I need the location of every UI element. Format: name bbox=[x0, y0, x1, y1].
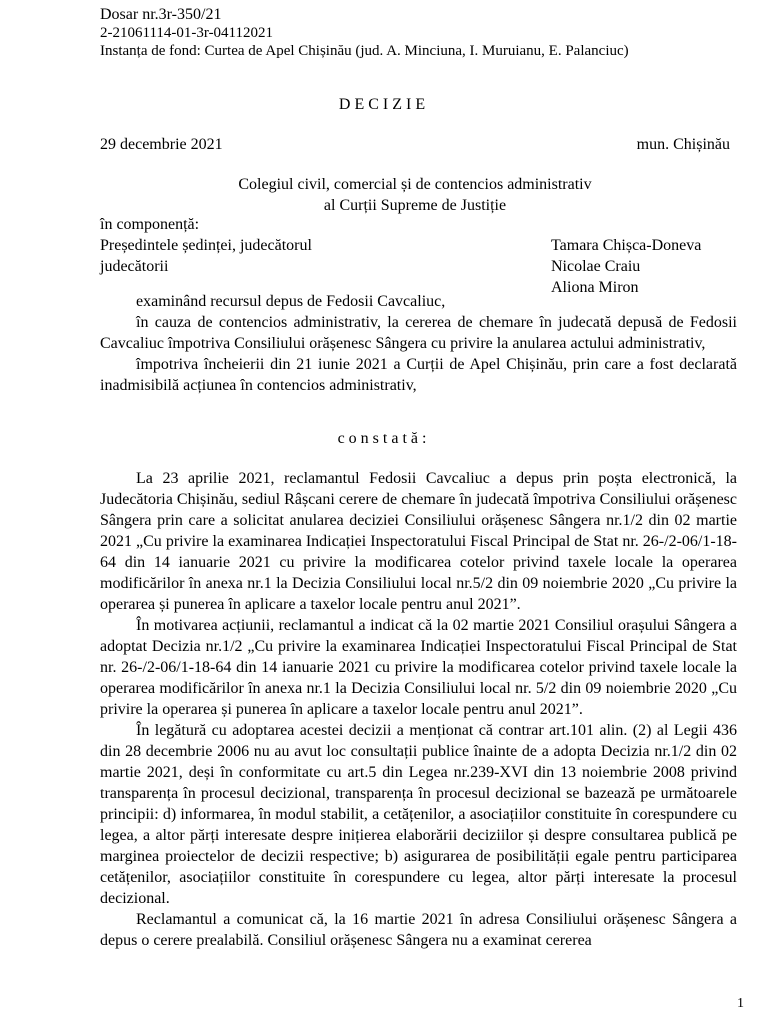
intro-paragraph: în cauza de contencios administrativ, la cererea de chemare în judecată depusă de Fedosii Cavcaliuc împotriva Consiliului orășenesc Sângera cu privire la anularea actului administrativ, bbox=[100, 314, 737, 352]
first-instance: Instanța de fond: Curtea de Apel Chișinău (jud. A. Minciuna, I. Muruianu, E. Palanciuc) bbox=[100, 43, 629, 59]
court-composition bbox=[100, 214, 740, 298]
main-text bbox=[100, 468, 737, 951]
decision-place: mun. Chișinău bbox=[636, 136, 730, 153]
decision-date: 29 decembrie 2021 bbox=[100, 136, 223, 153]
case-code: 2-21061114-01-3r-04112021 bbox=[100, 25, 274, 41]
judges-label: judecătorii bbox=[100, 258, 169, 275]
president-name: Tamara Chișca-Doneva bbox=[551, 237, 702, 254]
date-line bbox=[100, 134, 730, 155]
document-title: DECIZIE bbox=[338, 96, 430, 113]
judge-name-2: Aliona Miron bbox=[551, 279, 639, 296]
case-number: Dosar nr.3r-350/21 bbox=[100, 6, 222, 23]
case-header bbox=[100, 6, 700, 60]
court-college bbox=[100, 174, 730, 216]
paragraph: În legătură cu adoptarea acestei decizii a menționat că contrar art.101 alin. (2) al Legii 436 din 28 decembrie 2006 nu au avut loc consultații publice înainte de a adopta Decizia nr.1/2 din 02 martie 2021, deși în conformitate cu art.5 din Legea nr.239-XVI din 13 noiembrie 2008 privind transparența în procesul decizional, transparența în procesul decizional se bazează pe următoarele principii: d) informarea, în modul stabilit, a cetățenilor, a asociațiilor constituite în corespundere cu legea, a altor părți interesate despre inițierea elaborării deciziilor și despre consultarea publică pe marginea proiectelor de decizii respective; b) asigurarea de posibilității egale pentru participarea cetățenilor, asociațiilor constituite în corespundere cu legea, altor părți interesate la procesul decizional. bbox=[100, 722, 737, 907]
judge-name-1: Nicolae Craiu bbox=[551, 258, 641, 275]
page-number: 1 bbox=[737, 996, 744, 1011]
paragraph: La 23 aprilie 2021, reclamantul Fedosii Cavcaliuc a depus prin poșta electronică, la Judecătoria Chișinău, sediul Râșcani cerere de chemare în judecată împotriva Consiliului orășenesc Sângera prin care a solicitat anularea deciziei Consiliului orășenesc Sângera nr.1/2 din 02 martie 2021 „Cu privire la examinarea Indicației Inspectoratului Fiscal Principal de Stat nr. 26-/2-06/1-18-64 din 14 ianuarie 2021 cu privire la modificarea cotelor privind taxele locale la operarea modificărilor în anexa nr.1 la Decizia Consiliului local nr.5/2 din 09 noiembrie 2020 „Cu privire la operarea și punerea în aplicare a taxelor locale pentru anul 2021”. bbox=[100, 470, 737, 613]
intro-paragraph: împotriva încheierii din 21 iunie 2021 a Curții de Apel Chișinău, prin care a fost declarată inadmisibilă acțiunea în contencios administrativ, bbox=[100, 356, 737, 394]
paragraph: Reclamantul a comunicat că, la 16 martie 2021 în adresa Consiliului orășenesc Sângera a depus o cerere prealabilă. Consiliul orășenesc Sângera nu a examinat cererea bbox=[100, 911, 737, 949]
intro-paragraph: examinând recursul depus de Fedosii Cavcaliuc, bbox=[136, 293, 446, 310]
intro-text bbox=[100, 291, 737, 396]
paragraph: În motivarea acțiunii, reclamantul a indicat că la 02 martie 2021 Consiliul orașului Sângera a adoptat Decizia nr.1/2 „Cu privire la examinarea Indicației Inspectoratului Fiscal Principal de Stat nr. 26-/2-06/1-18-64 din 14 ianuarie 2021 cu privire la modificarea cotelor privind taxele locale la operarea modificărilor în anexa nr.1 la Decizia Consiliului local nr. 5/2 din 09 noiembrie 2020 „Cu privire la operarea și punerea în aplicare a taxelor locale pentru anul 2021”. bbox=[100, 617, 737, 718]
composition-intro: în componență: bbox=[100, 216, 200, 233]
section-heading-constata: constată: bbox=[337, 430, 431, 447]
judges-row bbox=[100, 256, 740, 277]
college-line-2: al Curții Supreme de Justiție bbox=[323, 197, 507, 214]
president-label: Președintele ședinței, judecătorul bbox=[100, 237, 312, 254]
president-row bbox=[100, 235, 740, 256]
college-line-1: Colegiul civil, comercial și de contencios administrativ bbox=[238, 176, 592, 193]
